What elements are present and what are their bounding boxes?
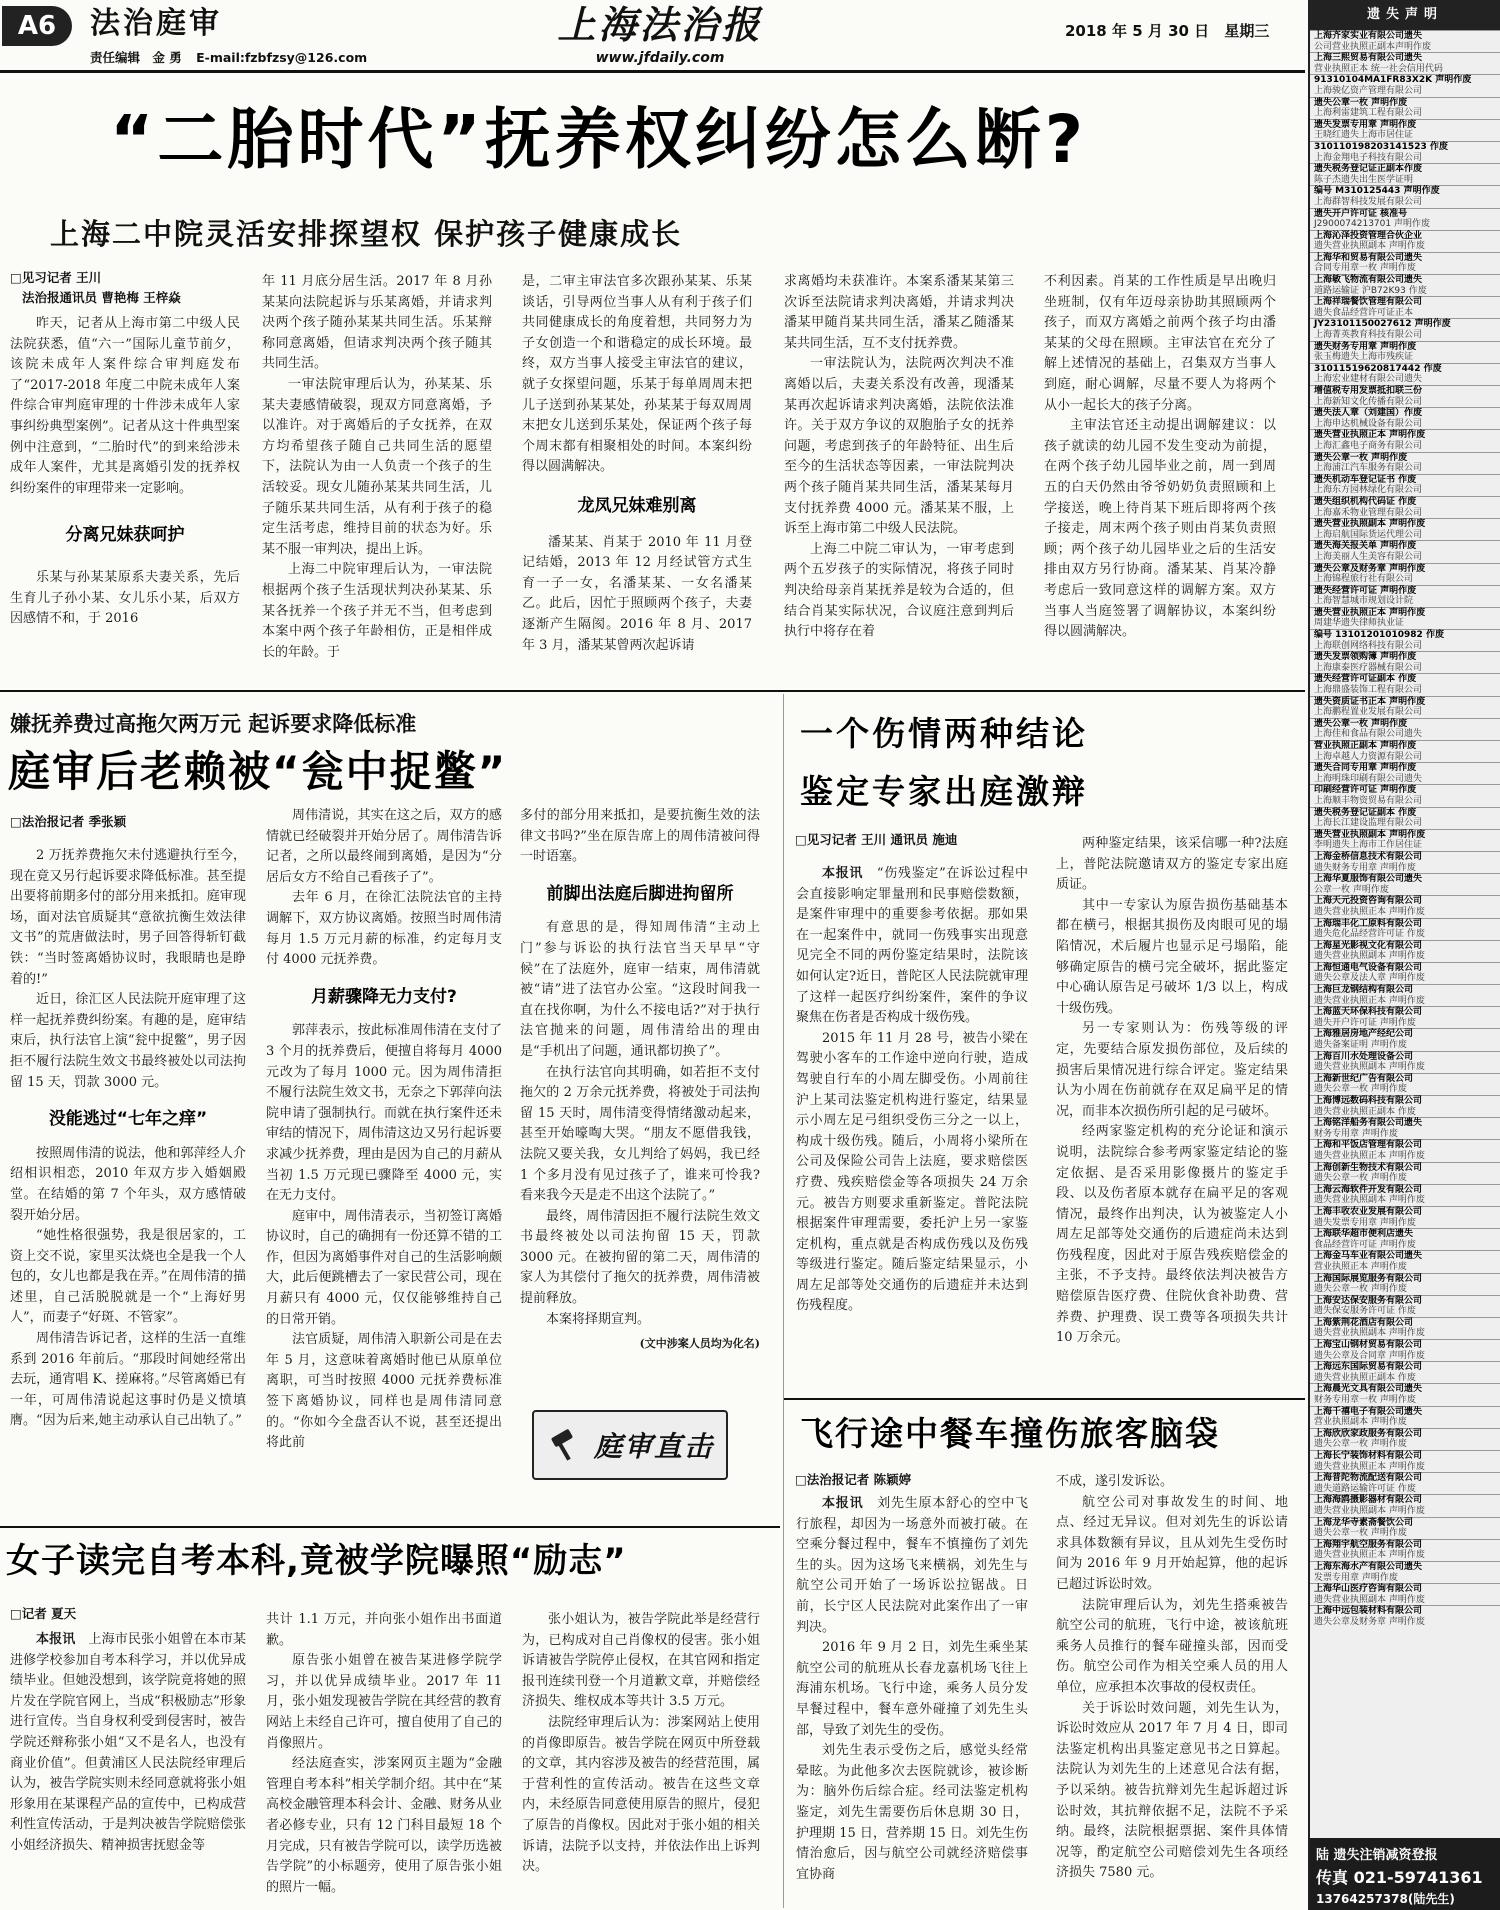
editor-line (90, 48, 367, 66)
a2-bottom-rule (0, 1526, 780, 1528)
a5-paragraph (10, 1630, 246, 1857)
a2-paragraph: “她性格很强势，我是很居家的，工资上交不说，家里买汰烧也全是我一个人包的，女儿也都是我在弄。”在周伟清的描述里，自己活脱脱就是一个“上海好男人”，而妻子“好斑、不管家”。 (10, 1228, 246, 1326)
a1-paragraph: 年 11 月底分居生活。2017 年 8 月孙某某向法院起诉与乐某离婚，并请求判决两个孩子随孙某某共同生活。乐某辩称同意离婚，但请求判决两个孩子随其共同生活。 (262, 274, 492, 372)
ad-line: 公章一枚 声明作废 (1314, 884, 1389, 895)
ad-line: 上海星光影视文化有限公司 (1310, 940, 1500, 952)
ad-line: 上海东海水产有限公司遗失 (1310, 1561, 1500, 1573)
ad-line: 310110198203141523 作废 (1310, 141, 1500, 153)
ad-line: 上海和平饭店管理有限公司 (1310, 1139, 1500, 1151)
a1-byline-2: 法治报通讯员 曹艳梅 王梓焱 (22, 290, 181, 305)
page-number-badge (2, 6, 72, 46)
ad-line: 上海明珠印刷有限公司遗失 (1314, 773, 1423, 784)
a1-paragraph: 是，二审主审法官多次跟孙某某、乐某谈话，引导两位当事人从有利于孩子们共同健康成长的角度着想，共同努力为子女创造一个和谐稳定的成长环境。最终，双方当事人接受主审法官的建议，就子女探望问题，乐某于每单周周末把儿子送到孙某某处，孙某某于每双周周末把女儿送到乐某处，保证两个孩子每个周末都有相聚相处的时间。本案纠纷得以圆满解决。 (522, 274, 752, 475)
a4-lead: 本报讯 (822, 1496, 864, 1511)
a2-paragraph: 有意思的是，得知周伟清“主动上门”参与诉讼的执行法官当天早早“守候”在了法庭外，庭审一结束，周伟清就被“请”进了法官办公室。“这段时间我一直在找你啊，为什么不接电话?”对于执行法官抛来的问题，周伟清给出的理由是“手机出了问题，通讯都切换了”。 (520, 920, 760, 1059)
ad-line: 营业执照副本 声明作废 (1314, 1417, 1407, 1428)
ad-line: 上海百川水处理设备公司 (1310, 1051, 1500, 1063)
header-rule (0, 70, 1305, 73)
ad-line: 遗失营业执照正本 声明作废 (1310, 429, 1500, 441)
ad-line: 上海浦江汽车服务有限公司 (1314, 463, 1423, 474)
ad-line: 上海宝山钢材贸易有限公司 (1310, 1339, 1500, 1351)
ad-line: 遗失营业执照副本 声明作废 (1310, 829, 1500, 841)
ad-line: 营业执照正本 声明作废 (1314, 1261, 1407, 1272)
ads-contact-line-3: 13764257378(陆先生) (1316, 1892, 1455, 1906)
ad-line: 遗失发票专用章 声明作废 (1314, 1217, 1416, 1228)
ad-line: 增值税专用发票抵扣联三份 (1310, 385, 1500, 397)
ad-line: 上海雅居房地产经纪公司 (1310, 1028, 1500, 1040)
ad-line: 上海龙华寺素斋餐饮公司 (1310, 1517, 1500, 1529)
a2-kicker: 嫌抚养费过高拖欠两万元 起诉要求降低标准 (10, 712, 417, 736)
a5-col-2 (266, 1610, 502, 1908)
a1-byline-1: □见习记者 王川 (10, 270, 102, 285)
editor-email: E-mail:fzbfzsy@126.com (196, 50, 368, 65)
ad-line: 上海金桥信息技术有限公司 (1310, 851, 1500, 863)
ad-line: 上海铭洋船务有限公司遗失 (1310, 1117, 1500, 1129)
ad-line: 遗失营业执照副本 声明作废 (1314, 1594, 1425, 1605)
ad-line: 91310104MA1FR83X2K 声明作废 (1310, 74, 1500, 86)
ad-line: 遗失经营许可证副本 作废 (1310, 673, 1500, 685)
ad-line: 上海齐家实业有限公司遗失 (1310, 30, 1500, 42)
ad-line: 上海丰收农业发展有限公司 (1310, 1206, 1500, 1218)
ad-line: 上海安达保安服务有限公司 (1310, 1295, 1500, 1307)
a3-paragraph: 经两家鉴定机构的充分论证和演示说明，法院综合参考两家鉴定结论的鉴定依据、是否采用影像摄片的鉴定手段、以及伤者原本就存在扁平足的客观情况，最终作出判决，认为被鉴定人小周左足部等处交通伤的后遗症尚未达到伤残程度，因此对于原告残疾赔偿金的主张，不予支持。最终依法判决被告方赔偿原告医疗费、住院伙食补助费、营养费、护理费、误工费等各项损失共计 10 万余元。 (1056, 1124, 1288, 1346)
ad-line: JY23101150027612 声明作废 (1310, 318, 1500, 330)
ad-line: 李明遗失上海市工作居住证 (1314, 840, 1423, 851)
ad-line: 遗失营业执照副本 声明作废 (1314, 1062, 1425, 1073)
ad-line: 上海东方园林绿化有限公司 (1314, 485, 1423, 496)
ad-line: 遗失营业执照正本 声明作废 (1314, 1461, 1425, 1472)
gavel-icon (546, 1425, 586, 1465)
ad-line: 上海长宁装饰材料有限公司 (1310, 1450, 1500, 1462)
ad-line: 遗失开户许可证 声明作废 (1314, 1017, 1416, 1028)
a2-byline: □法治报记者 季张颖 (10, 814, 127, 829)
ad-line: 遗失组织机构代码证 作废 (1310, 496, 1500, 508)
a5-col-3 (522, 1610, 760, 1908)
ad-line: 合同专用章一枚 声明作废 (1314, 263, 1416, 274)
a2-paragraph: 本案将择期宣判。 (546, 1311, 651, 1327)
ad-line: 遗失营业执照副本 声明作废 (1314, 241, 1425, 252)
ad-line: 遗失食品经营许可证正本 (1314, 307, 1414, 318)
ad-line: 上海康泰医疗器械有限公司 (1314, 662, 1423, 673)
ad-line: 上海宏业建材有限公司遗失 (1314, 374, 1423, 385)
ad-line: 遗失营业执照正本 声明作废 (1314, 1150, 1425, 1161)
ad-line: 上海嘉禾物业管理有限公司 (1314, 507, 1423, 518)
a5-paragraph: 张小姐认为，被告学院此举是经营行为，已构成对自己肖像权的侵害。张小姐诉请被告学院停止侵权，在其官网和指定报刊连续刊登一个月道歉文章，并赔偿经济损失、维权成本等共计 3.5 万元。 (522, 1612, 760, 1710)
ad-line: 上海利雷建筑工程有限公司 (1314, 108, 1423, 119)
ad-line: 上海三熙贸易有限公司遗失 (1310, 52, 1500, 64)
a2-paragraph: 周伟清说，其实在这之后，双方的感情就已经破裂并开始分居了。周伟清告诉记者，之所以最终闹到离婚，是因为“分居后女方不给自己看孩子了”。 (266, 808, 502, 885)
ad-line: 遗失道路运输许可证 作废 (1314, 1483, 1416, 1494)
page-number: A6 (17, 11, 57, 41)
a3-byline: □见习记者 王川 通讯员 施迪 (795, 832, 958, 847)
a2-paragraph: 庭审中，周伟清表示，当初签订离婚协议时，自己的确拥有一份还算不错的工作，但因为离婚事件对自己的生活影响颇大，此后便跳槽去了一家民营公司，现在月薪只有 4000 元，仅仅能够维持自己的日常开销。 (266, 1208, 502, 1327)
editor-label: 责任编辑 (90, 50, 141, 65)
a5-paragraph-text: 上海市民张小姐曾在本市某进修学校参加自考本科学习，并以优异成绩毕业。但她没想到，该学院竟将她的照片发在学院官网上，当成“积极励志”形象进行宣传。当自身权利受到侵害时，被告学院还辩称张小姐“又不是名人，也没有商业价值”。但黄浦区人民法院经审理后认为，被告学院实则未经同意就将张小姐形象用在某课程产品的宣传中，已构成营利性宣传活动，于是判决被告学院赔偿张小姐经济损失、精神损害抚慰金等 (10, 1632, 246, 1853)
ad-line: 遗失营业执照副本 声明作废 (1310, 518, 1500, 530)
a1-subtitle: 上海二中院灵活安排探望权 保护孩子健康成长 (50, 217, 683, 251)
court-stamp-icon (532, 1410, 728, 1480)
a3-paragraph: 两种鉴定结果，该采信哪一种?法庭上，普陀法院邀请双方的鉴定专家出庭质证。 (1056, 836, 1288, 893)
a1-col-2 (262, 272, 492, 677)
a2-paragraph: 郭萍表示，按此标准周伟清在支付了 3 个月的抚养费后，便擅自将每月 4000 元改为了每月 1000 元。因为周伟清拒不履行法院生效文书，无奈之下郭萍向法院申请了强制执行。而就在执行案件还未审结的情况下，周伟清这边又另行起诉要求减少抚养费，理由是因为自己的月薪从当初 1.5 万元现已骤降至 4000 元，实在无力支付。 (266, 1023, 502, 1204)
issue-date (1065, 20, 1269, 41)
a4-paragraph-text: 刘先生原本舒心的空中飞行旅程，却因为一场意外而被打破。在空乘分餐过程中，餐车不慎撞伤了刘先生的头。因为这场飞来横祸，刘先生与航空公司开始了一场诉讼拉锯战。日前，长宁区人民法院对此案作出了一审判决。 (796, 1496, 1028, 1635)
ad-line: 上海创新生物技术有限公司 (1310, 1162, 1500, 1174)
ad-line: 上海骏亿资产管理有限公司 (1314, 85, 1423, 96)
stamp-text: 庭审直击 (593, 1430, 714, 1463)
ad-line: 遗失公章一枚 声明作废 (1314, 1284, 1407, 1295)
website: www.jfdaily.com (595, 50, 725, 66)
ad-line: 上海天元投资咨询有限公司 (1310, 895, 1500, 907)
ad-line: 上海卓越人力资源有限公司 (1314, 751, 1423, 762)
a1-col-3 (522, 272, 752, 677)
a1-col-4 (784, 272, 1014, 677)
ad-line: 遗失机动车登记证书 作废 (1310, 474, 1500, 486)
a2-paragraph: 在执行法官向其明确，如若拒不支付拖欠的 2 万余元抚养费，将被处于司法拘留 15 天时，周伟清变得情绪激动起来，甚至开始嚎啕大哭。“朋友不愿借我钱，法院又要关我，女儿判给了妈妈，我已经 1 个多月没有见过孩子了，谁来可怜我?看来我今天是走不出这个法院了。” (520, 1064, 760, 1204)
ad-line: 遗失备案证明 声明作废 (1314, 1040, 1407, 1051)
a2-subhead-1: 没能逃过“七年之痒” (48, 1109, 208, 1130)
a3-headline-1: 一个伤情两种结论 (800, 714, 1088, 753)
ad-line: 营业执照正本 统一社会信用代码 (1314, 63, 1443, 74)
a3-col-2 (1056, 834, 1288, 1388)
a1-subhead-2: 龙凤兄妹难别离 (577, 495, 697, 516)
a2-col-2 (266, 806, 502, 1451)
ads-contact-line-1: 陆 遗失注销减资登报 (1316, 1848, 1438, 1863)
ad-line: 上海佳和食品有限公司遗失 (1314, 729, 1423, 740)
section-name: 法治庭审 (90, 6, 222, 41)
ad-line: 遗失公章一枚 声明作废 (1314, 1084, 1407, 1095)
ad-line: 上海新知文化传播有限公司 (1314, 396, 1423, 407)
ad-line: 食品经营许可证 声明作废 (1314, 1239, 1416, 1250)
weekday: 星期三 (1224, 22, 1270, 40)
a3-paragraph: 其中一专家认为原告损伤基础基本都在横弓，根据其损伤及肉眼可见的塌陷情况，术后履片也显示足弓塌陷，能够确定原告的横弓完全破坏，据此鉴定中心确认原告足弓破坏 1/3 以上，构成十级伤残。 (1056, 897, 1288, 1016)
a2-subhead-2: 月薪骤降无力支付? (311, 986, 457, 1007)
a2-paragraph: 2 万抚养费拖欠未付逃避执行至今，现在竟又另行起诉要求降低标准。甚至提出要将前期多付的部分用来抵扣。庭审现场，面对法官质疑其“意欲抗衡生效法律文书”的荒唐做法时，男子回答得斩钉截铁：“当时签离婚协议时，我眼睛也是睁着的!” (10, 848, 246, 987)
ads-contact-box (1310, 1838, 1500, 1910)
ad-line: 遗失税务登记证正副本作废 (1310, 163, 1500, 175)
a4-col-1 (796, 1494, 1028, 1908)
ad-line: 遗失公章一枚 声明作废 (1314, 1173, 1407, 1184)
ad-line: 公司营业执照正副本声明作废 (1314, 41, 1432, 52)
a1-paragraph: 昨天，记者从上海市第二中级人民法院获悉，值“六一”国际儿童节前夕，该院未成年人案件综合审判庭发布了“2017-2018 年度二中院未成年人案件综合审判庭审理的十件涉未成年人家事纠纷典型案例”。记者从这十件典型案例中注意到，“二胎时代”的到来给涉未成年人案件，尤其是离婚引发的抚养权纠纷案件的审理带来一定影响。 (10, 316, 240, 496)
ad-line: 上海沁泽投资管理合伙企业 (1310, 230, 1500, 242)
ad-line: 上海锦程旅行社有限公司 (1314, 574, 1414, 585)
a2-subhead-3: 前脚出法庭后脚进拘留所 (546, 883, 734, 904)
ad-line: 遗失海关报关单 声明作废 (1310, 540, 1500, 552)
page-header (0, 0, 1305, 72)
ad-line: 上海敏飞物流有限公司遗失 (1310, 274, 1500, 286)
a1-col-5 (1044, 272, 1276, 677)
ad-line: 上海翔宇航空服务有限公司 (1310, 1539, 1500, 1551)
ad-line: 上海华山医疗咨询有限公司 (1310, 1583, 1500, 1595)
ad-line: 31011519620817442 作废 (1310, 363, 1500, 375)
ad-line: 上海金翔电子科技有限公司 (1314, 152, 1423, 163)
a4-paragraph (796, 1494, 1028, 1638)
a3-lead: 本报讯 (822, 866, 864, 881)
a1-bottom-rule (0, 690, 1305, 692)
a4-headline: 飞行途中餐车撞伤旅客脑袋 (800, 1414, 1220, 1453)
ad-line: 上海金马车业有限公司遗失 (1310, 1250, 1500, 1262)
ad-line: 上海祥瑞餐饮管理有限公司 (1310, 296, 1500, 308)
ad-line: 上海海鸥摄影器材有限公司 (1310, 1494, 1500, 1506)
ad-line: 上海远东国际贸易有限公司 (1310, 1361, 1500, 1373)
ad-line: 遗失保安服务许可证 作废 (1314, 1306, 1416, 1317)
ad-line: 上海晨光文具有限公司遗失 (1310, 1383, 1500, 1395)
ad-line: 遗失公章一枚 声明作废 (1310, 97, 1500, 109)
ad-line: 遗失发票专用章 声明作废 (1310, 119, 1500, 131)
masthead: 上海法治报 (557, 2, 763, 47)
ad-line: 上海华和贸易有限公司遗失 (1310, 252, 1500, 264)
ad-line: 上海启航国际货运代理公司 (1314, 529, 1423, 540)
ad-line: 遗失合同专用章 声明作废 (1310, 762, 1500, 774)
ad-line: 上海千禧电子有限公司遗失 (1310, 1406, 1500, 1418)
ad-line: 上海博远数码科技有限公司 (1310, 1095, 1500, 1107)
a1-paragraph: 一审法院审理后认为，孙某某、乐某夫妻感情破裂，现双方同意离婚，予以准许。对于离婚后的子女抚养，在双方均希望孩子随自己共同生活的愿望下，法院认为由一人负责一个孩子的生活较妥。现女儿随孙某某共同生活，儿子随乐某共同生活，从有利于孩子的稳定生活考虑，维持目前的状态为好。乐某不服一审判决，提出上诉。 (262, 376, 492, 557)
ad-line: 上海国际展览服务有限公司 (1310, 1273, 1500, 1285)
ads-list (1310, 30, 1500, 1628)
a3-headline-2: 鉴定专家出庭激辩 (800, 772, 1088, 811)
a1-paragraph: 主审法官还主动提出调解建议：以孩子就读的幼儿园不发生变动为前提，在两个孩子幼儿园毕业之前，周一到周五的白天仍然由爷爷奶奶负责照顾和上学接送，晚上待肖某下班后即将两个孩子接走，周末两个孩子则由肖某负责照顾；两个孩子幼儿园毕业之后的生活安排由双方另行协商。潘某某、肖某冷静考虑后一致同意这样的调解方案。双方当事人当庭签署了调解协议，本案纠纷得以圆满解决。 (1044, 418, 1276, 640)
ad-line: 上海联创网络科技有限公司 (1314, 640, 1423, 651)
ad-line: 张玉梅遗失上海市残疾证 (1314, 352, 1414, 363)
ad-line: 遗失营业执照正本 声明作废 (1314, 995, 1425, 1006)
a4-paragraph: 法院审理后认为，刘先生搭乘被告航空公司的航班，飞行中途，被该航班乘务人员推行的餐车碰撞头部，因而受伤。航空公司作为相关空乘人员的用人单位，应承担本次事故的侵权责任。 (1056, 1597, 1288, 1695)
a3-paragraph (796, 864, 1028, 1029)
ad-line: 遗失营业执照正本 声明作废 (1310, 607, 1500, 619)
a4-paragraph: 刘先生表示受伤之后，感觉头经常晕眩。为此他多次去医院就诊，被诊断为：脑外伤后综合症。经司法鉴定机构鉴定，刘先生需要伤后休息期 30 日，护理期 15 日，营养期 15 日。刘先生伤情治愈后，因与航空公司就经济赔偿事宜协商 (796, 1743, 1028, 1882)
ad-line: 遗失公章一枚 声明作废 (1310, 452, 1500, 464)
ad-line: 上海菁英教育科技有限公司 (1314, 330, 1423, 341)
a3-paragraph: 2015 年 11 月 28 号，被告小梁在驾驶小客车的工作途中逆向行驶，造成驾驶自行车的小周左脚受伤。小周前往沪上某司法鉴定机构进行鉴定，结果显示小周左足弓组织受伤三分之一以上，构成十级伤残。随后，小周将小梁所在公司及保险公司告上法庭，要求赔偿医疗费、残疾赔偿金等各项损失 24 万余元。被告方则要求重新鉴定。普陀法院根据案件审理需要，委托沪上另一家鉴定机构，重点就是否构成伤残以及伤残等级进行鉴定。随后鉴定结果显示，小周左足部等处交通伤的后遗症并未达到伤残程度。 (796, 1030, 1028, 1314)
a3-paragraph: 另一专家则认为：伤残等级的评定，先要结合原发损伤部位，及后续的损害后果情况进行综合评定。鉴定结果认为小周在伤前就存在双足扁平足的情况，而非本次损伤所引起的足弓破坏。 (1056, 1021, 1288, 1119)
a2-paragraph: 多付的部分用来抵扣，是要抗衡生效的法律文书吗?”坐在原告席上的周伟清被问得一时语塞。 (520, 808, 760, 865)
ad-line: 上海云海软件开发有限公司 (1310, 1184, 1500, 1196)
ad-line: 印刷经营许可证 声明作废 (1310, 784, 1500, 796)
ad-line: 发票专用章 声明作废 (1314, 1572, 1398, 1583)
ad-line: 遗失发票领购簿 声明作废 (1310, 651, 1500, 663)
ad-line: 遗失财务专用章 声明作废 (1314, 862, 1416, 873)
ad-line: 上海长江建设监理有限公司 (1314, 818, 1423, 829)
ad-line: 遗失营业执照副本 声明作废 (1314, 951, 1425, 962)
ad-line: 财务专用章 声明作废 (1314, 1128, 1398, 1139)
ad-line: 上海中远包装材料有限公司 (1310, 1605, 1500, 1617)
a1-headline: “二胎时代”抚养权纠纷怎么断? (110, 101, 1088, 178)
a5-paragraph: 经法庭查实，涉案网页主题为“金融管理自考本科”相关学制介绍。其中在“某高校金融管理本科会计、金融、财务从业者必修专业，只有 12 门科目最短 18 个月完成，只有被告学院可以，读学历选被告学院”的小标题旁，使用了原告张小姐的照片一幅。 (266, 1756, 502, 1895)
a2-paragraph: 最终，周伟清因拒不履行法院生效文书最终被处以司法拘留 15 天，罚款 3000 元。在被拘留的第二天，周伟清的家人为其偿付了拖欠的抚养费，周伟清被提前释放。 (520, 1208, 760, 1307)
a1-paragraph: 乐某与孙某某原系夫妻关系，先后生育儿子孙小某、女儿乐小某，后双方因感情不和，于 2016 (10, 569, 240, 627)
a4-paragraph: 关于诉讼时效问题，刘先生认为，诉讼时效应从 2017 年 7 月 4 日，即司法鉴定机构出具鉴定意见书之日算起。法院认为刘先生的上述意见合法有据，予以采纳。被告抗辩刘先生起诉超过诉讼时效，其抗辩依据不足，法院不予采纳。最终，法院根据票据、案件具体情况等，酌定航空公司赔偿刘先生各项经济损失 7580 元。 (1056, 1700, 1288, 1881)
a3-col-1 (796, 864, 1028, 1388)
ad-line: 王晓红遗失上海市居住证 (1314, 130, 1414, 141)
a5-paragraph: 原告张小姐曾在被告某进修学院学习，并以优异成绩毕业。2017 年 11 月，张小姐发现被告学院在其经营的教育网站上未经自己许可，擅自使用了自己的肖像照片。 (266, 1653, 502, 1751)
column-divider (783, 694, 784, 1908)
ad-line: 上海美丽人生美容有限公司 (1314, 551, 1423, 562)
a4-col-2 (1056, 1472, 1288, 1908)
ad-line: 上海汇鑫电子商务有限公司 (1314, 440, 1423, 451)
ad-line: 编号 M310125443 声明作废 (1310, 185, 1500, 197)
ad-line: 遗失营业执照正本 声明作废 (1314, 906, 1425, 917)
ad-line: 陈子杰遗失出生医学证明 (1314, 174, 1414, 185)
ad-line: 遗失营业执照正副本 作废 (1314, 1372, 1416, 1383)
ad-line: 遗失公章一枚 声明作废 (1310, 718, 1500, 730)
ad-line: 上海普陀物流配送有限公司 (1310, 1472, 1500, 1484)
ads-header: 遗失声明 (1310, 0, 1500, 30)
ad-line: 财务专用章一枚 声明作废 (1314, 1395, 1416, 1406)
ad-line: 遗失公章及合同章 声明作废 (1314, 1350, 1425, 1361)
ad-line: 遗失营业执照副本 声明作废 (1314, 1328, 1425, 1339)
ad-line: 上海恒通电气设备有限公司 (1310, 962, 1500, 974)
ad-line: 遗失营业执照副本 声明作废 (1314, 1195, 1425, 1206)
a2-paragraph: 按照周伟清的说法，他和郭萍经人介绍相识相恋，2010 年双方步入婚姻殿堂。在结婚的第 7 个年头，双方感情破裂开始分居。 (10, 1145, 246, 1223)
date: 2018 年 5 月 30 日 (1065, 22, 1210, 40)
ad-line: 上海顺丰物资贸易有限公司 (1314, 795, 1423, 806)
a1-paragraph: 一审法院认为，法院两次判决不准离婚以后，夫妻关系没有改善，现潘某某再次起诉请求判决离婚，法院依法准许。关于双方争议的双胞胎子女的抚养问题，考虑到孩子的年龄特征、出生后至今的生活状态等因素，一审法院判决两个孩子随肖某共同生活，潘某某每月支付抚养费 4000 元。潘某某不服，上诉至上海市第二中级人民法院。 (784, 356, 1014, 537)
a1-col-1 (10, 314, 240, 674)
a1-paragraph: 不利因素。肖某的工作性质是早出晚归坐班制，仅有年迈母亲协助其照顾两个孩子，而双方离婚之前两个孩子均由潘某某的父母在照顾。主审法官在充分了解上述情况的基础上，召集双方当事人到庭，耐心调解，尽量不要人为将两个从小一起长大的孩子分离。 (1044, 274, 1276, 413)
ad-line: 上海巨龙钢结构有限公司 (1310, 984, 1500, 996)
ad-line: 上海智慧城市规划设计院 (1314, 596, 1414, 607)
ad-line: 上海华夏服饰有限公司遗失 (1310, 873, 1500, 885)
ad-line: 遗失税务登记证副本 作废 (1310, 807, 1500, 819)
a2-paragraph: 法官质疑，周伟清入职新公司是在去年 5 月，这意味着离婚时他已从原单位离职，可当时按照 4000 元抚养费标准签下离婚协议，同样也是周伟清同意的。“你如今全盘否认不说，甚至还提出将此前 (266, 1332, 502, 1451)
ads-contact-line-2: 传真 021-59741361 (1316, 1868, 1483, 1887)
ad-line: 遗失法人章（刘建国）作废 (1310, 407, 1500, 419)
ad-line: 上海瑞丰化工原料有限公司 (1310, 918, 1500, 930)
a5-lead: 本报讯 (36, 1632, 76, 1647)
editor-name: 金 勇 (152, 50, 182, 65)
ad-line: 遗失营业执照正本 声明作废 (1314, 1550, 1425, 1561)
a5-paragraph: 共计 1.1 万元，并向张小姐作出书面道歉。 (266, 1612, 502, 1648)
ad-line: 遗失财务专用章 声明作废 (1310, 341, 1500, 353)
ad-line: 上海群智科技发展有限公司 (1314, 196, 1423, 207)
ad-line: 上海蓝天环保科技有限公司 (1310, 1006, 1500, 1018)
ad-line: 遗失公章一枚 声明作废 (1314, 1439, 1407, 1450)
ad-line: 遗失资质证书正本 声明作废 (1310, 696, 1500, 708)
ad-line: 上海欣欣家政服务有限公司 (1310, 1428, 1500, 1440)
ad-line: 上海申达机械设备有限公司 (1314, 418, 1423, 429)
a1-subhead-1: 分离兄妹获呵护 (65, 525, 185, 546)
a2-paragraph: 近日，徐汇区人民法院开庭审理了这样一起抚养费纠纷案。有趣的是，庭审结束后，执行法官上演“瓮中捉鳖”，男子因拒不履行法院生效文书最终被处以司法拘留 15 天，罚款 3000 元。 (10, 992, 246, 1090)
a5-col-1 (10, 1630, 246, 1908)
ad-line: 遗失经营许可证 声明作废 (1310, 585, 1500, 597)
a3-bottom-rule (784, 1398, 1305, 1400)
a1-byline (10, 268, 250, 308)
a2-col-3 (520, 806, 760, 1398)
ad-line: 周建华遗失律师执业证 (1314, 618, 1405, 629)
a2-paragraph: 去年 6 月，在徐汇法院法官的主持调解下，双方协议离婚。按照当时周伟清每月 1.5 万元月薪的标准，约定每月支付 4000 元抚养费。 (266, 890, 502, 968)
a2-paragraph: 周伟清告诉记者，这样的生活一直维系到 2016 年前后。“那段时间她经常出去玩，通宵唱 K、搓麻将。”尽管离婚已有一年，可周伟清说起这事时仍是义愤填膺。“因为后来,她主动承认自己出轨了。” (10, 1331, 246, 1429)
a4-paragraph: 不成，遂引发诉讼。 (1056, 1474, 1174, 1489)
ad-line: 遗失公章及财务章 声明作废 (1314, 1616, 1425, 1627)
a5-headline: 女子读完自考本科,竟被学院曝照“励志” (6, 1541, 627, 1581)
ad-line: 上海紫荆花酒店有限公司 (1310, 1317, 1500, 1329)
ad-line: 上海鼎盛装饰工程有限公司 (1314, 685, 1423, 696)
ad-line: 遗失营业执照正副本 作废 (1314, 1106, 1416, 1117)
ad-line: J2900074213701 声明作废 (1314, 219, 1430, 230)
a4-paragraph: 2016 年 9 月 2 日，刘先生乘坐某航空公司的航班从长春龙嘉机场飞往上海浦东机场。飞行中途，乘务人员分发早餐过程中，餐车意外碰撞了刘先生头部，导致了刘先生的受伤。 (796, 1640, 1028, 1738)
a2-note: (文中涉案人员均为化名) (639, 1337, 760, 1351)
classified-ads-column (1308, 0, 1500, 1910)
a4-paragraph: 航空公司对事故发生的时间、地点、经过无异议。但对刘先生的诉讼请求具体数额有异议，且从刘先生受伤时间为 2016 年 9 月开始起算，他的起诉已超过诉讼时效。 (1056, 1494, 1288, 1592)
ad-line: 遗失公章及财务章 声明作废 (1310, 563, 1500, 575)
ad-line: 编号 13101201010982 作废 (1310, 629, 1500, 641)
a3-paragraph-text: “伤残鉴定”在诉讼过程中会直接影响定罪量刑和民事赔偿数额，是案件审理中的重要参考依据。那如果在一起案件中，就同一伤残事实出现意见完全不同的两份鉴定结果时，法院该如何认定?近日，普陀区人民法院就审理了这样一起医疗纠纷案件，案件的争议聚焦在伤者是否构成十级伤残。 (796, 866, 1028, 1026)
ad-line: 遗失公章一枚 声明作废 (1314, 1528, 1407, 1539)
a1-paragraph: 上海二中院审理后认为，一审法院根据两个孩子生活现状判决孙某某、乐某各抚养一个孩子并无不当，但考虑到本案中两个孩子年龄相仿，正是相伴成长的年龄。于 (262, 562, 492, 660)
a2-headline: 庭审后老赖被“瓮中捉鳖” (8, 747, 508, 796)
ad-line: 上海新世纪广告有限公司 (1310, 1073, 1500, 1085)
a1-paragraph: 上海二中院二审认为，一审考虑到两个五岁孩子的实际情况，将孩子同时判决给母亲肖某抚养是较为合适的，但结合肖某实际状况，合议庭注意到判后执行中将存在着 (784, 541, 1014, 640)
a1-paragraph: 潘某某、肖某于 2010 年 11 月登记结婚，2013 年 12 月经试管方式生育一子一女，名潘某某、一女名潘某乙。此后，因忙于照顾两个孩子，夫妻逐渐产生隔阂。2016 年 8 月、2017 年 3 月，潘某某曾两次起诉请 (522, 534, 752, 653)
ad-line: 遗失公章及法人章 声明作废 (1314, 973, 1425, 984)
a1-paragraph: 求离婚均未获准许。本案系潘某某第三次诉至法院请求判决离婚，并请求判决潘某甲随肖某共同生活，潘某乙随潘某某共同生活，互不支付抚养费。 (784, 274, 1014, 351)
ad-line: 上海联华超市便利店遗失 (1310, 1228, 1500, 1240)
a5-paragraph: 法院经审理后认为：涉案网站上使用的肖像即原告。被告学院在网页中所登载的文章，其内容涉及被告的经营范围，属于营利性的宣传活动。被告在这些文章内，未经原告同意使用原告的照片，侵犯了原告的肖像权。因此对于张小姐的相关诉请，法院予以支持，并依法作出上诉判决。 (522, 1714, 760, 1875)
a5-byline: □记者 夏天 (10, 1606, 77, 1621)
ad-line: 营业执照正副本 声明作废 (1310, 740, 1500, 752)
a2-col-1 (10, 846, 246, 1429)
ad-line: 遗失开户许可证 核准号 (1310, 208, 1500, 220)
a4-byline: □法治报记者 陈颖婷 (795, 1472, 912, 1487)
ad-line: 道路运输证 沪B72K93 作废 (1314, 285, 1427, 296)
ad-line: 遗失危化品经营许可证 作废 (1314, 929, 1425, 940)
ad-line: 上海鹏程置业发展有限公司 (1314, 707, 1423, 718)
ad-line: 遗失营业执照副本 声明作废 (1314, 1505, 1425, 1516)
